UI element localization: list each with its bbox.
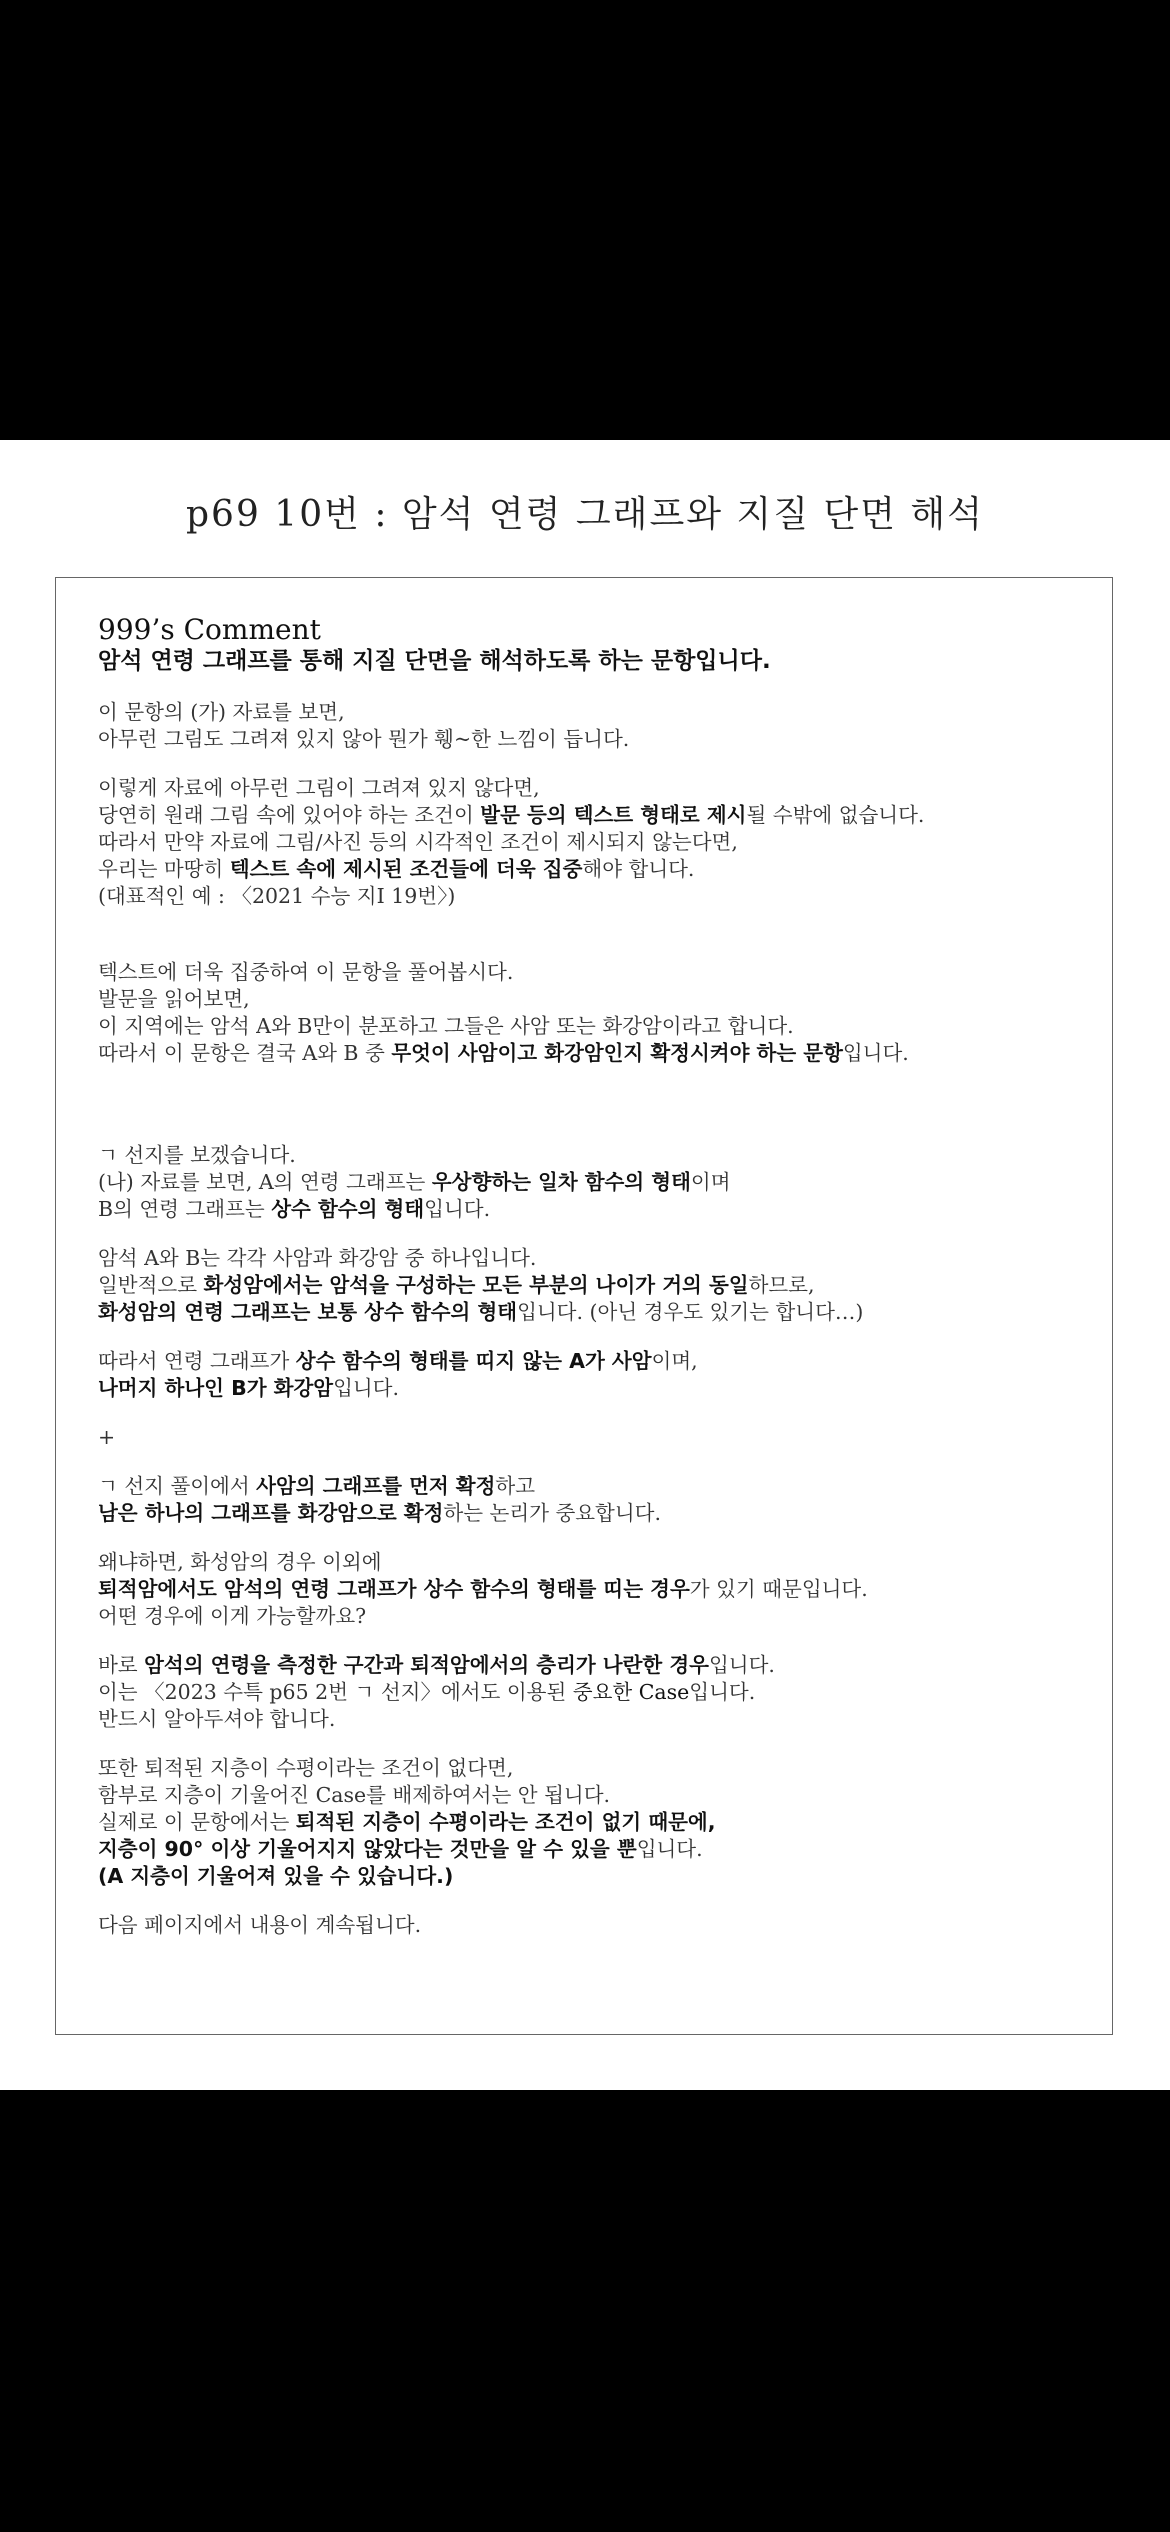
emphasis-text: 사암의 그래프를 먼저 확정 bbox=[256, 1474, 496, 1498]
page-title: p69 10번 : 암석 연령 그래프와 지질 단면 해석 bbox=[186, 494, 984, 535]
emphasis-text: 상수 함수의 형태 bbox=[271, 1197, 425, 1221]
paragraph-line: 따라서 연령 그래프가 상수 함수의 형태를 띠지 않는 A가 사암이며, bbox=[98, 1349, 698, 1373]
emphasis-text: 텍스트 속에 제시된 조건들에 더욱 집중 bbox=[229, 857, 583, 881]
paragraph-line: 지층이 90° 이상 기울어지지 않았다는 것만을 알 수 있을 뿐입니다. bbox=[98, 1837, 703, 1861]
paragraph-line: 이 문항의 (가) 자료를 보면, bbox=[98, 700, 345, 724]
comment-box bbox=[55, 577, 1113, 2035]
paragraph-line: 암석 A와 B는 각각 사암과 화강암 중 하나입니다. bbox=[98, 1246, 537, 1270]
continued-note: 다음 페이지에서 내용이 계속됩니다. bbox=[98, 1913, 422, 1937]
emphasis-text: 발문 등의 텍스트 형태로 제시 bbox=[480, 803, 747, 827]
paragraph-line: 이렇게 자료에 아무런 그림이 그려져 있지 않다면, bbox=[98, 776, 540, 800]
paragraph-line: 화성암의 연령 그래프는 보통 상수 함수의 형태입니다. (아닌 경우도 있기는 합니다…) bbox=[98, 1300, 864, 1324]
paragraph-line: 바로 암석의 연령을 측정한 구간과 퇴적암에서의 층리가 나란한 경우입니다. bbox=[98, 1653, 775, 1677]
emphasis-text: 퇴적암에서도 암석의 연령 그래프가 상수 함수의 형태를 띠는 경우 bbox=[98, 1577, 690, 1601]
paragraph-line: 우리는 마땅히 텍스트 속에 제시된 조건들에 더욱 집중해야 합니다. bbox=[98, 857, 695, 881]
paragraph-line: (나) 자료를 보면, A의 연령 그래프는 우상향하는 일차 함수의 형태이며 bbox=[98, 1170, 731, 1194]
paragraph-line: 나머지 하나인 B가 화강암입니다. bbox=[98, 1376, 400, 1400]
emphasis-text: 상수 함수의 형태를 띠지 않는 A가 사암 bbox=[295, 1349, 652, 1373]
paragraph-line: 퇴적암에서도 암석의 연령 그래프가 상수 함수의 형태를 띠는 경우가 있기 때문입니다. bbox=[98, 1577, 868, 1601]
document-page bbox=[0, 440, 1170, 2090]
paragraph-line: (A 지층이 기울어져 있을 수 있습니다.) bbox=[98, 1864, 454, 1888]
emphasis-text: 남은 하나의 그래프를 화강암으로 확정 bbox=[98, 1501, 444, 1525]
paragraph-line: 남은 하나의 그래프를 화강암으로 확정하는 논리가 중요합니다. bbox=[98, 1501, 661, 1525]
emphasis-text: 암석의 연령을 측정한 구간과 퇴적암에서의 층리가 나란한 경우 bbox=[144, 1653, 709, 1677]
emphasis-text: 우상향하는 일차 함수의 형태 bbox=[431, 1170, 691, 1194]
paragraph-line: 따라서 만약 자료에 그림/사진 등의 시각적인 조건이 제시되지 않는다면, bbox=[98, 830, 738, 854]
emphasis-text: 지층이 90° 이상 기울어지지 않았다는 것만을 알 수 있을 뿐 bbox=[98, 1837, 637, 1861]
paragraph-line: 일반적으로 화성암에서는 암석을 구성하는 모든 부분의 나이가 거의 동일하므로, bbox=[98, 1273, 815, 1297]
paragraph-line: 함부로 지층이 기울어진 Case를 배제하여서는 안 됩니다. bbox=[98, 1783, 611, 1807]
paragraph-line: 발문을 읽어보면, bbox=[98, 987, 250, 1011]
paragraph-line: 또한 퇴적된 지층이 수평이라는 조건이 없다면, bbox=[98, 1756, 514, 1780]
emphasis-text: 화성암에서는 암석을 구성하는 모든 부분의 나이가 거의 동일 bbox=[203, 1273, 749, 1297]
paragraph-line: 어떤 경우에 이게 가능할까요? bbox=[98, 1604, 367, 1628]
comment-subheading: 암석 연령 그래프를 통해 지질 단면을 해석하도록 하는 문항입니다. bbox=[98, 648, 771, 674]
emphasis-text: 퇴적된 지층이 수평이라는 조건이 없기 때문에, bbox=[295, 1810, 716, 1834]
plus-sign: + bbox=[98, 1425, 116, 1449]
emphasis-text: 나머지 하나인 B가 화강암 bbox=[98, 1376, 334, 1400]
paragraph-line: 실제로 이 문항에서는 퇴적된 지층이 수평이라는 조건이 없기 때문에, bbox=[98, 1810, 716, 1834]
paragraph-line: 반드시 알아두셔야 합니다. bbox=[98, 1707, 336, 1731]
paragraph-line: 왜냐하면, 화성암의 경우 이외에 bbox=[98, 1550, 382, 1574]
emphasis-text: 화성암의 연령 그래프는 보통 상수 함수의 형태 bbox=[98, 1300, 518, 1324]
paragraph-line: 이 지역에는 암석 A와 B만이 분포하고 그들은 사암 또는 화강암이라고 합니다. bbox=[98, 1014, 794, 1038]
paragraph-line: B의 연령 그래프는 상수 함수의 형태입니다. bbox=[98, 1197, 491, 1221]
paragraph-line: ㄱ 선지를 보겠습니다. bbox=[98, 1143, 296, 1167]
paragraph-line: 이는 〈2023 수특 p65 2번 ㄱ 선지〉에서도 이용된 중요한 Case입니다. bbox=[98, 1680, 756, 1704]
emphasis-text: 무엇이 사암이고 화강암인지 확정시켜야 하는 문항 bbox=[391, 1041, 843, 1065]
paragraph-line: 당연히 원래 그림 속에 있어야 하는 조건이 발문 등의 텍스트 형태로 제시될 수밖에 없습니다. bbox=[98, 803, 925, 827]
paragraph-line: 따라서 이 문항은 결국 A와 B 중 무엇이 사암이고 화강암인지 확정시켜야 하는 문항입니다. bbox=[98, 1041, 909, 1065]
comment-content bbox=[98, 614, 1108, 1939]
paragraph-line: 아무런 그림도 그려져 있지 않아 뭔가 휑~한 느낌이 듭니다. bbox=[98, 727, 630, 751]
paragraph-line: ㄱ 선지 풀이에서 사암의 그래프를 먼저 확정하고 bbox=[98, 1474, 536, 1498]
paragraph-line: 텍스트에 더욱 집중하여 이 문항을 풀어봅시다. bbox=[98, 960, 514, 984]
paragraph-line: (대표적인 예 : 〈2021 수능 지Ⅰ 19번〉) bbox=[98, 884, 456, 908]
comment-heading: 999’s Comment bbox=[98, 613, 321, 646]
